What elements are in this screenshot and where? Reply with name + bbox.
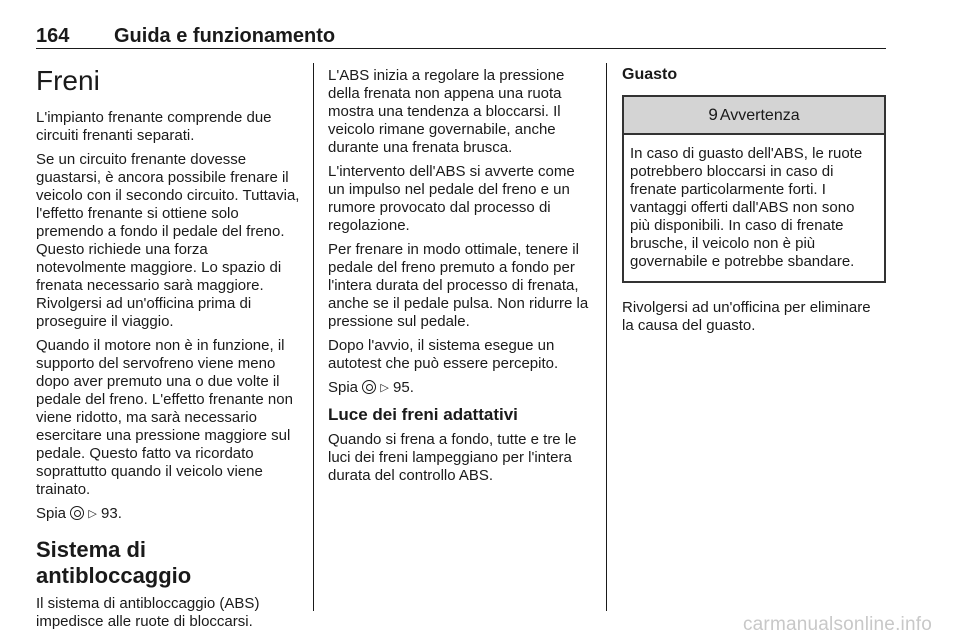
spia-label: Spia bbox=[328, 379, 359, 396]
section-title-luce-freni: Luce dei freni adattativi bbox=[328, 405, 518, 424]
running-title: Guida e funzionamento bbox=[114, 25, 336, 47]
paragraph: L'intervento dell'ABS si avverte come un impulso nel pedale del freno e un rumore provocato dal processo di regolazione. bbox=[328, 163, 575, 234]
column-3 bbox=[622, 65, 886, 341]
page-number: 164 bbox=[36, 25, 70, 47]
spia-label: Spia bbox=[36, 505, 67, 522]
section-title-guasto: Guasto bbox=[622, 66, 678, 83]
paragraph: Il sistema di antibloccaggio (ABS) impedisce alle ruote di bloccarsi. bbox=[36, 595, 260, 630]
brake-warning-icon bbox=[70, 506, 84, 520]
watermark: carmanualsonline.info bbox=[742, 614, 932, 635]
warning-text: In caso di guasto dell'ABS, le ruote potrebbero bloccarsi in caso di frenate particolarmente forti. I vantaggi offerti dall'ABS non sono più disponibili. In caso di frenate brusche, il veicolo non è più governabile e potrebbe sbandare. bbox=[630, 145, 863, 270]
warning-box bbox=[622, 95, 886, 283]
column-divider bbox=[606, 63, 607, 611]
spia-reference bbox=[328, 379, 592, 397]
paragraph: Rivolgersi ad un'officina per eliminare la causa del guasto. bbox=[622, 299, 871, 334]
page-ref-link[interactable]: 93. bbox=[101, 505, 122, 522]
warning-title: Avvertenza bbox=[719, 107, 800, 124]
warning-header bbox=[624, 97, 884, 135]
abs-warning-icon bbox=[362, 380, 376, 394]
paragraph: L'impianto frenante comprende due circuiti frenanti separati. bbox=[36, 109, 272, 144]
paragraph: Quando il motore non è in funzione, il supporto del servofreno viene meno dopo aver premuto una o due volte il pedale del freno. L'effetto frenante non viene ridotto, ma sarà necessario esercitare una pressione maggiore sul pedale. Questo fatto va ricordato soprattutto quando il veicolo viene trainato. bbox=[36, 337, 293, 498]
column-1 bbox=[36, 65, 300, 637]
paragraph: Quando si frena a fondo, tutte e tre le luci dei freni lampeggiano per l'intera durata del controllo ABS. bbox=[328, 431, 577, 484]
warning-triangle-icon: 9 bbox=[708, 105, 718, 124]
page-header bbox=[36, 22, 886, 49]
paragraph: Se un circuito frenante dovesse guastarsi, è ancora possibile frenare il veicolo con il secondo circuito. Tuttavia, l'effetto frenante si ottiene solo premendo a fondo il pedale del freno. Questo richiede una forza notevolmente maggiore. Lo spazio di frenata necessario sarà maggiore. Rivolgersi ad un'officina prima di proseguire il viaggio. bbox=[36, 151, 300, 330]
page-ref-link[interactable]: 95. bbox=[393, 379, 414, 396]
paragraph: Per frenare in modo ottimale, tenere il pedale del freno premuto a fondo per l'intera durata del processo di frenata, anche se il pedale pulsa. Non ridurre la pressione sul pedale. bbox=[328, 241, 589, 330]
section-title-freni: Freni bbox=[36, 65, 100, 96]
spia-reference bbox=[36, 505, 300, 523]
paragraph: L'ABS inizia a regolare la pressione della frenata non appena una ruota mostra una tendenza a bloccarsi. Il veicolo rimane governabile, anche durante una frenata brusca. bbox=[328, 67, 565, 156]
section-title-abs: Sistema di antibloccaggio bbox=[36, 537, 192, 588]
column-divider bbox=[313, 63, 314, 611]
page-ref-arrow-icon: ▷ bbox=[380, 382, 389, 394]
paragraph: Dopo l'avvio, il sistema esegue un autotest che può essere percepito. bbox=[328, 337, 559, 372]
column-2 bbox=[328, 67, 592, 491]
page-ref-arrow-icon: ▷ bbox=[88, 508, 97, 520]
